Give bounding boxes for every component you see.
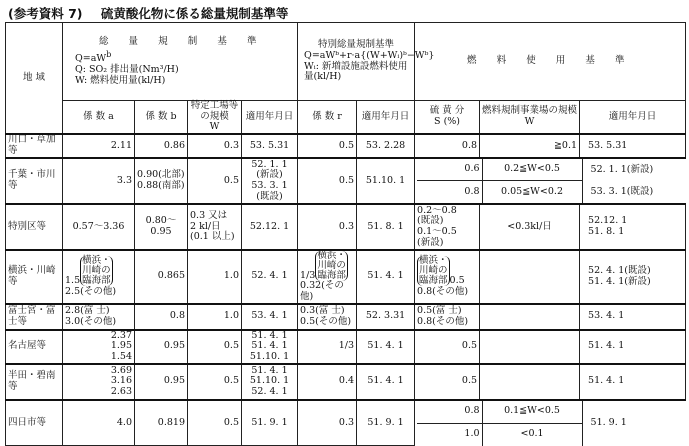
scale-cell: 0.3 [188,134,242,158]
coef-r-cell [298,250,357,304]
coef-a-other: 2.5(その他) [65,285,117,297]
apply-date-header: 適用年月日 [242,101,298,134]
sulfur-other: 0.8(その他) [417,285,469,297]
special-date-cell: 52. 3.31 [357,304,415,330]
coef-r-header: 係 数 r [298,101,357,134]
coef-a-cell: 2.37 1.95 1.54 [63,330,135,364]
sulfur-cell: 0.2～0.8 (既設) 0.1～0.5 (新設) [415,204,480,250]
sulfur-value: 0.5 [449,275,465,287]
special-date-cell: 51.10. 1 [357,158,415,204]
coef-b-cell: 0.86 [135,134,188,158]
region-cell: 富士宮・富士等 [6,304,63,330]
total-formula-definitions: Q: SO₂ 排出量(Nm³/H) W: 燃料使用量(kl/H) [75,64,179,86]
coef-a-value: 1.5 [65,275,81,287]
coef-a-cell: 3.3 [63,158,135,204]
coef-b-header: 係 数 b [135,101,188,134]
date-cell: 52.12. 1 [242,204,298,250]
sulfur-cell: 0.8 [417,401,482,424]
fuel-subrow [417,401,684,424]
fuel-date-cell: 51. 4. 1 [580,330,686,364]
region-cell: 川口・草加等 [6,134,63,158]
coef-r-value: 1/3 [300,269,316,281]
table-row [6,364,686,400]
scale-cell: 0.5 [188,158,242,204]
coef-a-cell [63,250,135,304]
sulfur-cell: 0.8 [415,134,480,158]
fuel-subtable [417,159,684,203]
formula-exponent: b [106,50,112,60]
page-title [8,4,288,22]
fuel-subrow [417,181,684,203]
coef-a-cell: 0.57～3.36 [63,204,135,250]
coef-r-cell: 0.4 [298,364,357,400]
fuel-scale-cell [480,250,580,304]
fuel-subtable [417,401,684,446]
fuel-scale-cell: ≧0.1 [480,134,580,158]
fuel-date-header: 適用年月日 [580,101,686,134]
region-cell: 千葉・市川等 [6,158,63,204]
coef-b-cell: 0.865 [135,250,188,304]
table-row [6,304,686,330]
coef-r-other: 0.32(その他) [300,280,344,303]
coef-a-cell: 4.0 [63,400,135,446]
coef-b-cell: 0.819 [135,400,188,446]
sulfur-oxide-regulation-table [5,22,686,446]
fuel-subgrid [415,158,686,204]
date-cell: 52. 4. 1 [242,250,298,304]
table-row [6,158,686,204]
coef-b-cell: 0.90(北部) 0.88(南部) [135,158,188,204]
title-text: 硫黄酸化物に係る総量規制基準等 [100,6,289,21]
date-cell: 51. 4. 1 51.10. 1 52. 4. 1 [242,364,298,400]
special-formula: Q=aWᵇ+r·a{(W+Wᵢ)ᵇ−Wᵇ} Wᵢ: 新増設施設燃料使用量(kl/H) [304,49,435,83]
coef-a-cell: 3.69 3.16 2.63 [63,364,135,400]
fuel-subrow [417,159,684,181]
header-row-1 [6,23,686,101]
fuel-date-cell: 51. 9. 1 [590,416,627,428]
fuel-date-cell: 53. 4. 1 [580,304,686,330]
region-cell: 特別区等 [6,204,63,250]
fuel-scale-header: 燃料規制事業場の規模 W [480,101,580,134]
scale-cell: 0.5 [188,330,242,364]
fuel-date-cell: 52. 1. 1(新設) [590,163,654,175]
fuel-standard-header: 燃 料 使 用 基 準 [415,23,686,101]
coef-b-cell: 0.80～0.95 [135,204,188,250]
total-regulation-title: 総 量 規 制 基 準 [98,35,266,47]
fuel-date-cell: 53. 3. 1(既設) [590,185,654,197]
fuel-date-cell: 52. 4. 1(既設) 51. 4. 1(新設) [580,250,686,304]
coef-b-cell: 0.8 [135,304,188,330]
fuel-scale-cell: 0.05≦W<0.2 [482,181,582,203]
date-cell: 53. 5.31 [242,134,298,158]
fuel-date-cell: 51. 4. 1 [580,364,686,400]
sulfur-cell: 0.5 [415,330,480,364]
coef-r-cell: 0.3 [298,400,357,446]
coef-b-cell: 0.95 [135,364,188,400]
specific-factory-header: 特定工場等の規模 W [188,101,242,134]
sulfur-cell: 0.8 [417,181,482,203]
date-cell: 53. 4. 1 [242,304,298,330]
coef-r-cell: 0.3(富 士) 0.5(その他) [298,304,357,330]
date-cell: 51. 4. 1 51. 4. 1 51.10. 1 [242,330,298,364]
special-regulation-title: 特別総量規制基準 [318,39,395,51]
special-date-cell: 53. 2.28 [357,134,415,158]
coastal-area-bracket: 横浜・ 川崎の 臨海部 [419,255,448,287]
fuel-scale-cell: 0.2≦W<0.5 [482,159,582,181]
special-regulation-header [298,23,435,101]
region-header: 地 域 [6,23,63,134]
date-cell: 52. 1. 1 (新設) 53. 3. 1 (既設) [242,158,298,204]
sulfur-cell: 0.5 [415,364,480,400]
fuel-date-cell: 52.12. 1 51. 8. 1 [580,204,686,250]
fuel-scale-cell [480,330,580,364]
table-row [6,134,686,158]
sulfur-cell: 0.6 [417,159,482,181]
special-date-cell: 51. 4. 1 [357,364,415,400]
coef-r-cell: 1/3 [298,330,357,364]
coef-r-cell: 0.5 [298,158,357,204]
table-row [6,250,686,304]
fuel-date-cell: 53. 5.31 [580,134,686,158]
scale-cell: 0.5 [188,364,242,400]
sulfur-cell: 0.5(富 士) 0.8(その他) [415,304,480,330]
special-date-cell: 51. 8. 1 [357,204,415,250]
coef-a-header: 係 数 a [63,101,135,134]
table-row [6,400,686,446]
special-date-cell: 51. 9. 1 [357,400,415,446]
coef-a-cell: 2.8(富 士) 3.0(その他) [63,304,135,330]
coef-a-main-line [65,256,132,287]
coastal-area-bracket: 横浜・ 川崎の 臨海部 [317,249,346,281]
coef-a-cell: 2.11 [63,134,135,158]
coef-r-main-line [300,251,354,282]
date-cell: 51. 9. 1 [242,400,298,446]
coef-r-cell: 0.5 [298,134,357,158]
formula-base: Q=aW [75,53,107,65]
fuel-subgrid [415,400,686,446]
special-date-header: 適用年月日 [357,101,415,134]
sulfur-main-line [417,256,477,287]
region-cell: 四日市等 [6,400,63,446]
coef-b-cell: 0.95 [135,330,188,364]
coastal-area-bracket: 横浜・ 川崎の 臨海部 [82,255,111,287]
total-formula [69,51,295,65]
reference-label: (参考資料 7) [8,6,83,21]
table-row [6,204,686,250]
sulfur-header: 硫 黄 分 S (%) [415,101,480,134]
fuel-scale-cell: 0.1≦W<0.5 [482,401,582,424]
sulfur-cell [415,250,480,304]
scale-cell: 0.3 又は 2 kl/日 (0.1 以上) [188,204,242,250]
special-date-cell: 51. 4. 1 [357,250,415,304]
scale-cell: 0.5 [188,400,242,446]
fuel-scale-cell [480,304,580,330]
fuel-scale-cell: <0.1 [482,423,582,446]
scale-cell: 1.0 [188,304,242,330]
special-date-cell: 51. 4. 1 [357,330,415,364]
region-cell: 横浜・川崎等 [6,250,63,304]
scale-cell: 1.0 [188,250,242,304]
total-regulation-header [63,23,298,101]
table-row [6,330,686,364]
header-row-2 [6,101,686,134]
fuel-scale-cell [480,364,580,400]
region-cell: 名古屋等 [6,330,63,364]
region-cell: 半田・碧南等 [6,364,63,400]
coef-r-cell: 0.3 [298,204,357,250]
fuel-scale-cell: <0.3kl/日 [480,204,580,250]
sulfur-cell: 1.0 [417,423,482,446]
